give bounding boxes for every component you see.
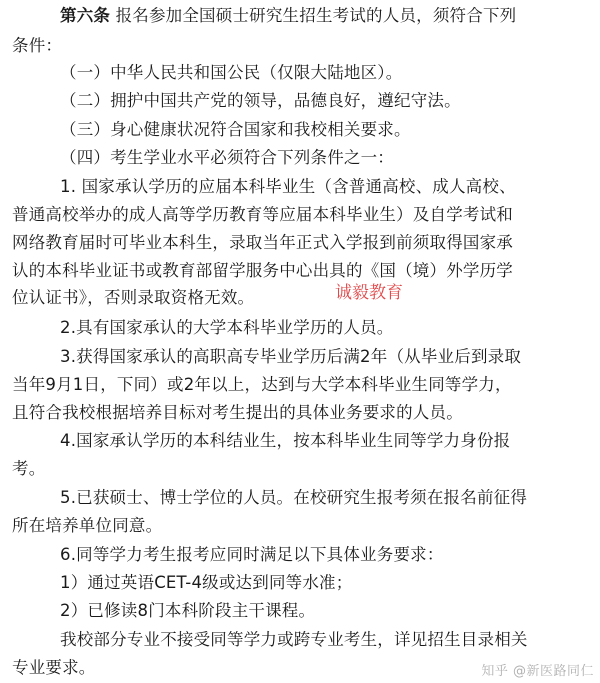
item-6-sub-2: 2）已修读8门本科阶段主干课程。 bbox=[60, 601, 316, 620]
closing-line-2: 专业要求。 bbox=[12, 658, 96, 677]
article-heading: 第六条 bbox=[60, 6, 111, 25]
closing-line-1: 我校部分专业不接受同等学力或跨专业考生，详见招生目录相关 bbox=[60, 630, 528, 649]
item-2: 2.具有国家承认的大学本科毕业学历的人员。 bbox=[60, 318, 394, 337]
item-4-line-2: 考。 bbox=[12, 459, 46, 478]
article-intro-text: 报名参加全国硕士研究生招生考试的人员，须符合下列 bbox=[115, 6, 517, 25]
condition-2: （二）拥护中国共产党的领导，品德良好，遵纪守法。 bbox=[60, 91, 461, 110]
item-6-sub-1: 1）通过英语CET-4级或达到同等水准； bbox=[60, 573, 353, 592]
item-3-line-3: 且符合我校根据培养目标对考生提出的具体业务要求的人员。 bbox=[12, 403, 463, 422]
item-3-line-1: 3.获得国家承认的高职高专毕业学历后满2年（从毕业后到录取 bbox=[60, 347, 522, 366]
footer-watermark: 知乎 @新医路同仁 bbox=[481, 664, 594, 679]
item-1-line-3: 网络教育届时可毕业本科生，录取当年正式入学报到前须取得国家承 bbox=[12, 233, 513, 252]
article-intro-line-2: 条件： bbox=[12, 36, 63, 55]
condition-4: （四）考生学业水平必须符合下列条件之一： bbox=[60, 148, 394, 167]
item-1-line-1: 1. 国家承认学历的应届本科毕业生（含普通高校、成人高校、 bbox=[60, 177, 516, 196]
article-intro-line-1 bbox=[60, 4, 516, 28]
item-5-line-1: 5.已获硕士、博士学位的人员。在校研究生报考须在报名前征得 bbox=[60, 488, 528, 507]
condition-1: （一）中华人民共和国公民（仅限大陆地区）。 bbox=[60, 63, 403, 82]
item-1-line-4: 认的本科毕业证书或教育部留学服务中心出具的《国（境）外学历学 bbox=[12, 261, 513, 280]
item-6: 6.同等学力考生报考应同时满足以下具体业务要求： bbox=[60, 545, 444, 564]
item-1-line-5: 位认证书》，否则录取资格无效。 bbox=[12, 288, 255, 307]
item-5-line-2: 所在培养单位同意。 bbox=[12, 516, 163, 535]
red-watermark: 诚毅教育 bbox=[335, 283, 403, 303]
item-3-line-2: 当年9月1日，下同）或2年以上，达到与大学本科毕业生同等学力， bbox=[12, 375, 512, 394]
item-4-line-1: 4.国家承认学历的本科结业生，按本科毕业生同等学力身份报 bbox=[60, 431, 511, 450]
condition-3: （三）身心健康状况符合国家和我校相关要求。 bbox=[60, 120, 411, 139]
item-1-line-2: 普通高校举办的成人高等学历教育等应届本科毕业生）及自学考试和 bbox=[12, 205, 513, 224]
